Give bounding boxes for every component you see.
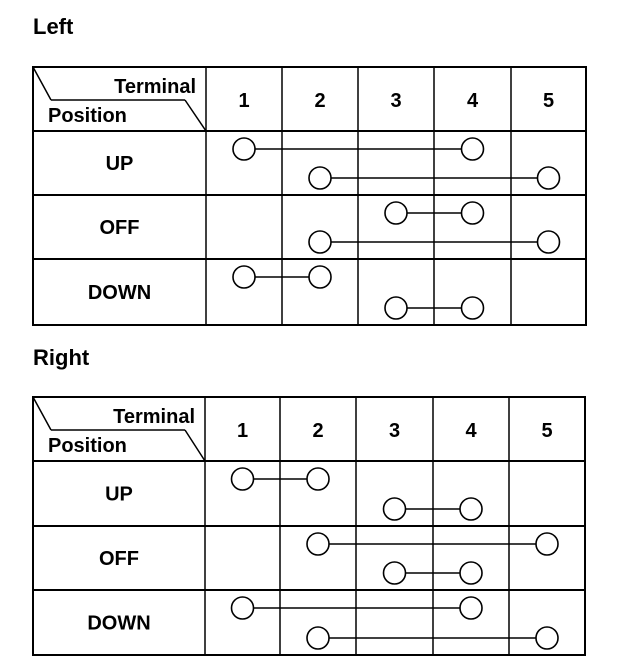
terminal-node xyxy=(384,498,406,520)
terminal-node xyxy=(462,297,484,319)
terminal-number: 5 xyxy=(541,420,553,442)
terminal-node xyxy=(307,627,329,649)
position-label: UP xyxy=(105,483,133,506)
section-title-left: Left xyxy=(33,14,74,39)
header-diagonal xyxy=(185,430,205,461)
terminal-number: 4 xyxy=(466,90,479,112)
position-label: OFF xyxy=(99,548,139,570)
terminal-number: 5 xyxy=(542,90,555,112)
header-diagonal xyxy=(33,67,51,100)
header-diagonal xyxy=(33,397,51,430)
terminal-node xyxy=(536,627,558,649)
terminal-node xyxy=(232,597,254,619)
terminal-node xyxy=(538,167,560,189)
terminal-node xyxy=(460,498,482,520)
header-position-label: Position xyxy=(48,105,127,127)
terminal-number: 2 xyxy=(312,420,324,442)
header-position-label: Position xyxy=(48,435,127,457)
header-diagonal xyxy=(185,100,206,131)
terminal-node xyxy=(233,138,255,160)
terminal-node xyxy=(538,231,560,253)
terminal-node xyxy=(307,533,329,555)
terminal-node xyxy=(309,167,331,189)
terminal-node xyxy=(385,297,407,319)
position-label: OFF xyxy=(99,217,140,239)
position-label: DOWN xyxy=(87,282,152,304)
terminal-node xyxy=(309,266,331,288)
terminal-number: 2 xyxy=(314,90,326,112)
terminal-number: 4 xyxy=(465,420,477,442)
continuity-table-right xyxy=(33,397,585,655)
terminal-node xyxy=(460,562,482,584)
section-title-right: Right xyxy=(33,345,90,370)
terminal-number: 1 xyxy=(236,420,249,442)
terminal-node xyxy=(462,138,484,160)
terminal-node xyxy=(462,202,484,224)
terminal-node xyxy=(307,468,329,490)
terminal-number: 1 xyxy=(238,90,250,112)
terminal-node xyxy=(232,468,254,490)
terminal-number: 3 xyxy=(388,420,401,442)
header-terminal-label: Terminal xyxy=(114,76,196,98)
position-label: DOWN xyxy=(87,612,151,635)
terminal-node xyxy=(233,266,255,288)
header-terminal-label: Terminal xyxy=(113,406,195,428)
position-label: UP xyxy=(105,153,134,175)
terminal-node xyxy=(384,562,406,584)
terminal-node xyxy=(385,202,407,224)
terminal-number: 3 xyxy=(390,90,402,112)
continuity-table-left xyxy=(33,67,586,325)
terminal-node xyxy=(309,231,331,253)
terminal-node xyxy=(536,533,558,555)
terminal-node xyxy=(460,597,482,619)
